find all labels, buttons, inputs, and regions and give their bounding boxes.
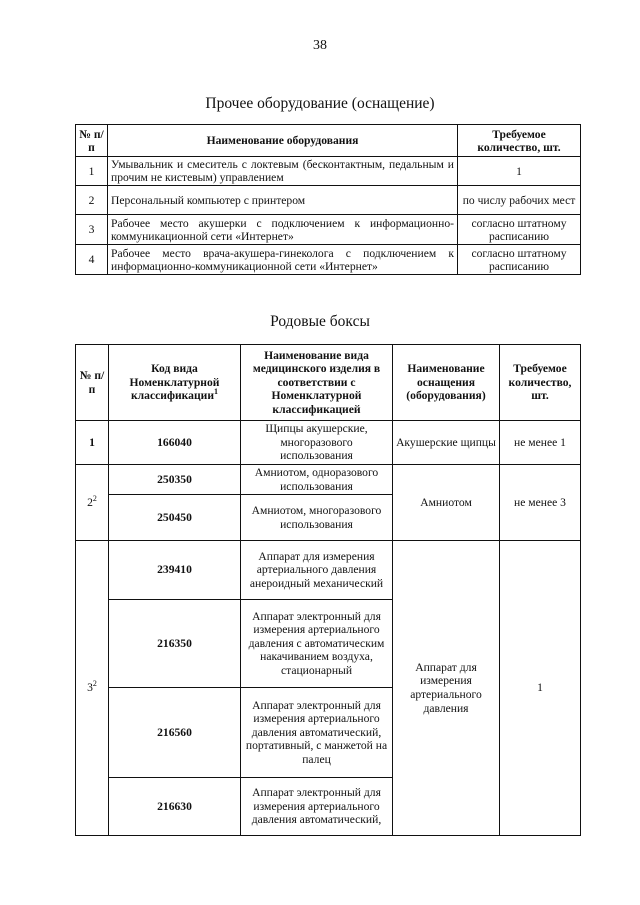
row-qty: 1 [500,541,581,836]
row-device-name: Аппарат электронный для измерения артериального давления автоматический, [241,778,393,836]
delivery-boxes-table [75,344,581,836]
row-num: 3 [76,215,108,245]
table2-title: Родовые боксы [270,313,370,330]
row-qty: не менее 3 [500,465,581,541]
table-row [76,157,581,186]
table-row [76,245,581,275]
row-name: Рабочее место акушерки с подключением к информационно-коммуникационной сети «Интернет» [108,215,458,245]
row-code: 216630 [109,778,241,836]
row-equipment: Амниотом [393,465,500,541]
row-device-name: Амниотом, многоразового использования [241,495,393,541]
header-num: № п/п [76,125,108,157]
row-num: $3^2$ [76,541,109,836]
header-equipment-name: Наименование оборудования [108,125,458,157]
row-device-name: Аппарат электронный для измерения артериального давления с автоматическим накачиванием воздуха, стационарный [241,600,393,688]
row-qty: согласно штатному расписанию [458,215,581,245]
row-num: 1 [76,421,109,465]
row-name: Персональный компьютер с принтером [108,186,458,215]
other-equipment-table [75,124,581,275]
table-header-row [76,125,581,157]
table-header-row [76,345,581,421]
row-name: Умывальник и смеситель с локтевым (бесконтактным, педальным и прочим не кистевым) управлением [108,157,458,186]
table-row [76,465,581,495]
row-name: Рабочее место врача-акушера-гинеколога с подключением к информационно-коммуникационной сети «Интернет» [108,245,458,275]
row-code: 216350 [109,600,241,688]
row-code: 250450 [109,495,241,541]
row-device-name: Амниотом, одноразового использования [241,465,393,495]
row-device-name: Щипцы акушерские, многоразового использования [241,421,393,465]
row-device-name: Аппарат электронный для измерения артериального давления автоматический, портативный, с манжетой на палец [241,688,393,778]
row-equipment: Акушерские щипцы [393,421,500,465]
header-num: № п/п [76,345,109,421]
table-row [76,541,581,600]
row-num: $2^2$ [76,465,109,541]
row-code: 250350 [109,465,241,495]
row-num: 1 [76,157,108,186]
table-row [76,186,581,215]
row-qty: 1 [458,157,581,186]
row-qty: согласно штатному расписанию [458,245,581,275]
header-quantity: Требуемое количество, шт. [500,345,581,421]
row-qty: не менее 1 [500,421,581,465]
page-number: 38 [313,38,327,53]
header-quantity: Требуемое количество, шт. [458,125,581,157]
row-equipment: Аппарат для измерения артериального давления [393,541,500,836]
row-num: 2 [76,186,108,215]
header-equipment: Наименование оснащения (оборудования) [393,345,500,421]
row-code: 166040 [109,421,241,465]
header-device-name: Наименование вида медицинского изделия в соответствии с Номенклатурной классификацией [241,345,393,421]
table1-title: Прочее оборудование (оснащение) [205,95,435,112]
row-qty: по числу рабочих мест [458,186,581,215]
table-row [76,215,581,245]
table-row [76,421,581,465]
header-code: Код вида Номенклатурной классификации$^1$ [109,345,241,421]
row-device-name: Аппарат для измерения артериального давления анероидный механический [241,541,393,600]
row-num: 4 [76,245,108,275]
row-code: 239410 [109,541,241,600]
row-code: 216560 [109,688,241,778]
